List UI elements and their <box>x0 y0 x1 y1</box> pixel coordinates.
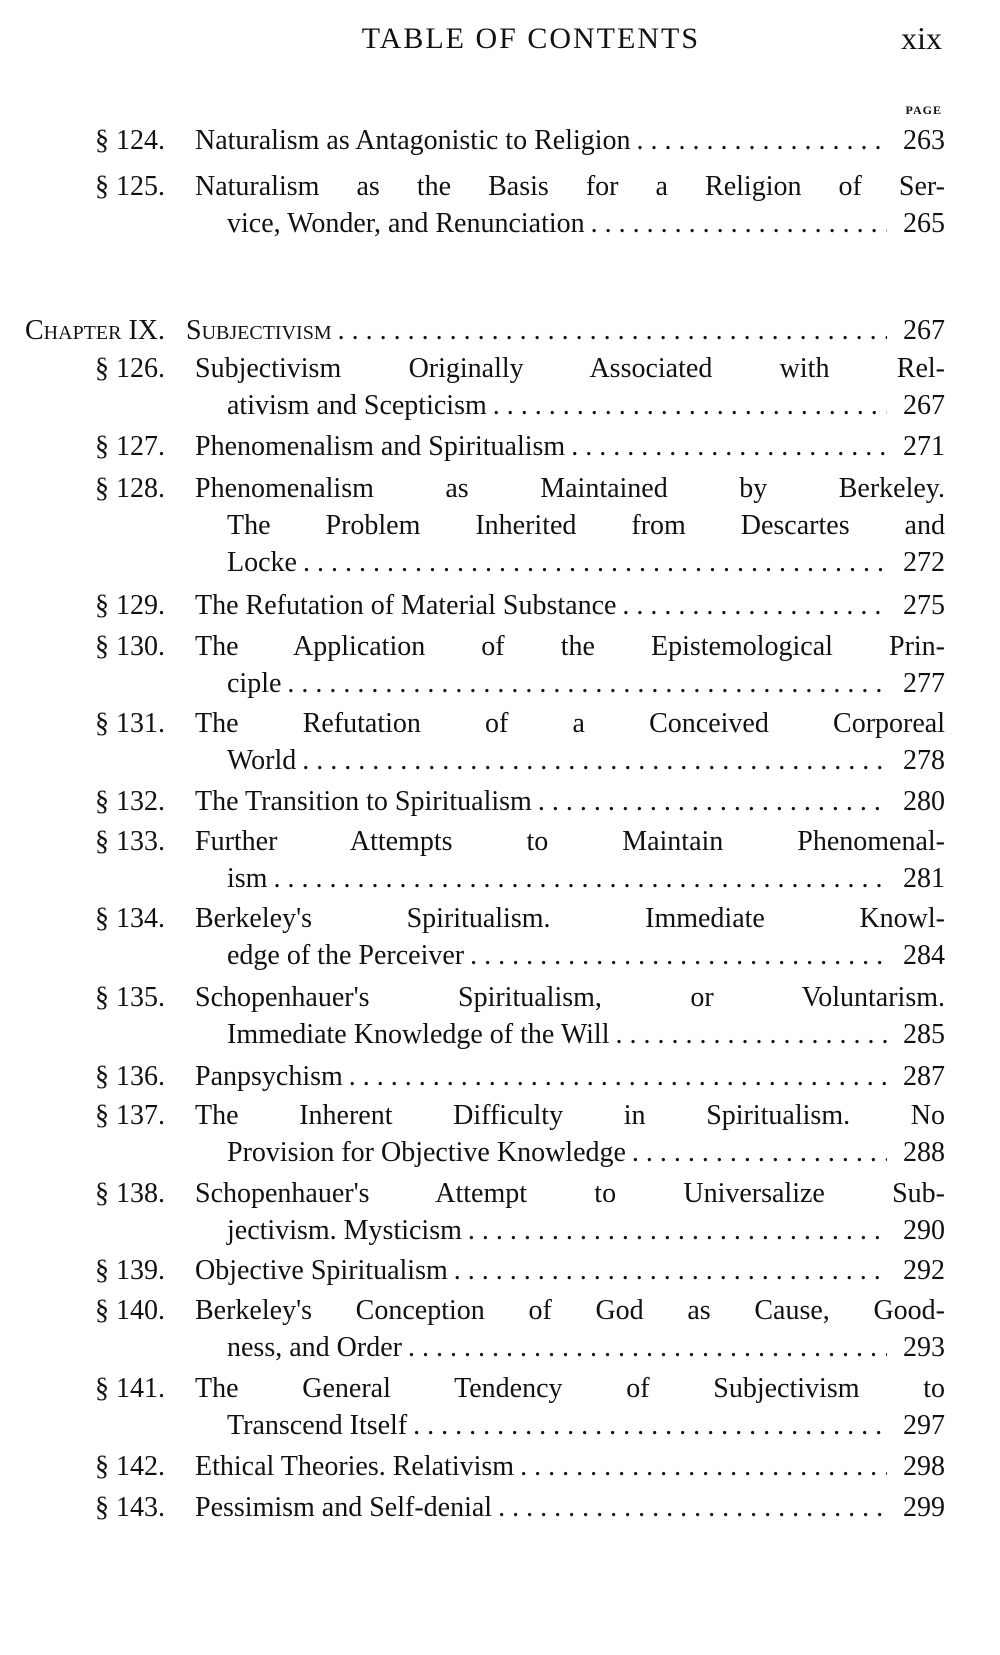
entry-title-line: edge of the Perceiver <box>227 940 465 971</box>
section-number: § 131. <box>95 708 165 739</box>
section-number: § 126. <box>95 353 165 384</box>
page-number: 287 <box>903 1061 945 1092</box>
section-number: § 130. <box>95 631 165 662</box>
entry-title-line: jectivism. Mysticism <box>227 1215 462 1246</box>
chapter-label: Chapter IX. <box>25 315 166 346</box>
section-number: § 127. <box>95 431 165 462</box>
dot-leader <box>493 387 887 424</box>
dot-leader <box>303 544 887 581</box>
dot-leader <box>413 1407 887 1444</box>
entry-title-line: Berkeley's Spiritualism. Immediate Knowl- <box>195 903 945 934</box>
entry-title-line: The Inherent Difficulty in Spiritualism. No <box>195 1100 945 1131</box>
dot-leader <box>454 1252 887 1289</box>
toc-entry <box>95 168 945 242</box>
dot-leader <box>615 1016 887 1053</box>
entry-title-line: The Refutation of a Conceived Corporeal <box>195 708 945 739</box>
page-number: 290 <box>903 1215 945 1246</box>
page-number: 298 <box>903 1451 945 1482</box>
section-number: § 135. <box>95 982 165 1013</box>
section-number: § 133. <box>95 826 165 857</box>
chapter-heading <box>25 312 945 349</box>
page-number: 288 <box>903 1137 945 1168</box>
dot-leader <box>520 1448 887 1485</box>
dot-leader <box>571 428 887 465</box>
entry-title-line: ativism and Scepticism <box>227 390 487 421</box>
page-number: 263 <box>903 125 945 156</box>
dot-leader <box>637 122 887 159</box>
entry-title-line: The General Tendency of Subjectivism to <box>195 1373 945 1404</box>
chapter-page-number: 267 <box>903 315 945 346</box>
section-number: § 141. <box>95 1373 165 1404</box>
entry-title-line: Further Attempts to Maintain Phenomenal- <box>195 826 945 857</box>
dot-leader <box>632 1134 887 1171</box>
toc-entry <box>95 1058 945 1095</box>
page-number: 272 <box>903 547 945 578</box>
folio-number: xix <box>901 20 942 56</box>
section-number: § 132. <box>95 786 165 817</box>
section-number: § 125. <box>95 171 165 202</box>
entry-title-line: Objective Spiritualism <box>195 1255 448 1286</box>
page-number: 299 <box>903 1492 945 1523</box>
entry-title-line: Phenomenalism and Spiritualism <box>195 431 566 462</box>
chapter-title: Subjectivism <box>186 315 332 346</box>
entry-title-line: Panpsychism <box>195 1061 343 1092</box>
toc-entry <box>95 979 945 1053</box>
toc-entry <box>95 1175 945 1249</box>
section-number: § 138. <box>95 1178 165 1209</box>
toc-entry <box>95 470 945 581</box>
page-number: 275 <box>903 590 945 621</box>
section-number: § 140. <box>95 1295 165 1326</box>
entry-title-line: The Transition to Spiritualism <box>195 786 532 817</box>
entry-title-line: Berkeley's Conception of God as Cause, Good- <box>195 1295 945 1326</box>
entry-title-line: Phenomenalism as Maintained by Berkeley. <box>195 473 945 504</box>
dot-leader <box>468 1212 887 1249</box>
page-number: 265 <box>903 208 945 239</box>
entry-title-line: Schopenhauer's Spiritualism, or Voluntarism. <box>195 982 945 1013</box>
dot-leader <box>287 665 887 702</box>
dot-leader <box>349 1058 887 1095</box>
entry-title-line: Naturalism as the Basis for a Religion of Ser- <box>195 171 945 202</box>
dot-leader <box>408 1329 887 1366</box>
entry-title-line: The Application of the Epistemological Prin- <box>195 631 945 662</box>
entry-title-line: Transcend Itself <box>227 1410 408 1441</box>
toc-entry <box>95 1489 945 1526</box>
entry-title-line: ness, and Order <box>227 1332 402 1363</box>
entry-title-line: Immediate Knowledge of the Will <box>227 1019 610 1050</box>
toc-entry <box>95 1370 945 1444</box>
page-column-label: PAGE <box>905 103 942 117</box>
toc-entry <box>95 1448 945 1485</box>
page-number: 271 <box>903 431 945 462</box>
toc-entry <box>95 1292 945 1366</box>
entry-title-line: ciple <box>227 668 282 699</box>
entry-title-line: The Problem Inherited from Descartes and <box>227 510 945 541</box>
toc-entry <box>95 900 945 974</box>
page-number: 278 <box>903 745 945 776</box>
section-number: § 137. <box>95 1100 165 1131</box>
section-number: § 142. <box>95 1451 165 1482</box>
entry-title-line: ism <box>227 863 268 894</box>
entry-title-line: World <box>227 745 297 776</box>
dot-leader <box>273 860 887 897</box>
page-number: 280 <box>903 786 945 817</box>
entry-title-line: Locke <box>227 547 297 578</box>
dot-leader <box>622 587 887 624</box>
section-number: § 139. <box>95 1255 165 1286</box>
section-number: § 124. <box>95 125 165 156</box>
section-number: § 134. <box>95 903 165 934</box>
page-number: 267 <box>903 390 945 421</box>
toc-entry <box>95 823 945 897</box>
section-number: § 128. <box>95 473 165 504</box>
dot-leader <box>591 205 887 242</box>
toc-entry <box>95 628 945 702</box>
page-number: 293 <box>903 1332 945 1363</box>
running-head-title: TABLE OF CONTENTS <box>361 22 700 55</box>
toc-entry <box>95 587 945 624</box>
page-number: 284 <box>903 940 945 971</box>
section-number: § 129. <box>95 590 165 621</box>
page-number: 297 <box>903 1410 945 1441</box>
toc-entry <box>95 1097 945 1171</box>
section-number: § 136. <box>95 1061 165 1092</box>
dot-leader <box>338 312 887 349</box>
page-number: 277 <box>903 668 945 699</box>
entry-title-line: Ethical Theories. Relativism <box>195 1451 515 1482</box>
page-number: 281 <box>903 863 945 894</box>
entry-title-line: Schopenhauer's Attempt to Universalize Sub- <box>195 1178 945 1209</box>
toc-entry <box>95 1252 945 1289</box>
dot-leader <box>498 1489 887 1526</box>
entry-title-line: vice, Wonder, and Renunciation <box>227 208 585 239</box>
dot-leader <box>470 937 887 974</box>
entry-title-line: Naturalism as Antagonistic to Religion <box>195 125 631 156</box>
toc-entry <box>95 122 945 159</box>
entry-title-line: The Refutation of Material Substance <box>195 590 617 621</box>
entry-title-line: Provision for Objective Knowledge <box>227 1137 626 1168</box>
toc-entry <box>95 350 945 424</box>
toc-entry <box>95 428 945 465</box>
page-number: 292 <box>903 1255 945 1286</box>
entry-title-line: Pessimism and Self-denial <box>195 1492 493 1523</box>
toc-entry <box>95 783 945 820</box>
dot-leader <box>538 783 887 820</box>
toc-entry <box>95 705 945 779</box>
entry-title-line: Subjectivism Originally Associated with Rel- <box>195 353 945 384</box>
dot-leader <box>302 742 887 779</box>
page-number: 285 <box>903 1019 945 1050</box>
section-number: § 143. <box>95 1492 165 1523</box>
